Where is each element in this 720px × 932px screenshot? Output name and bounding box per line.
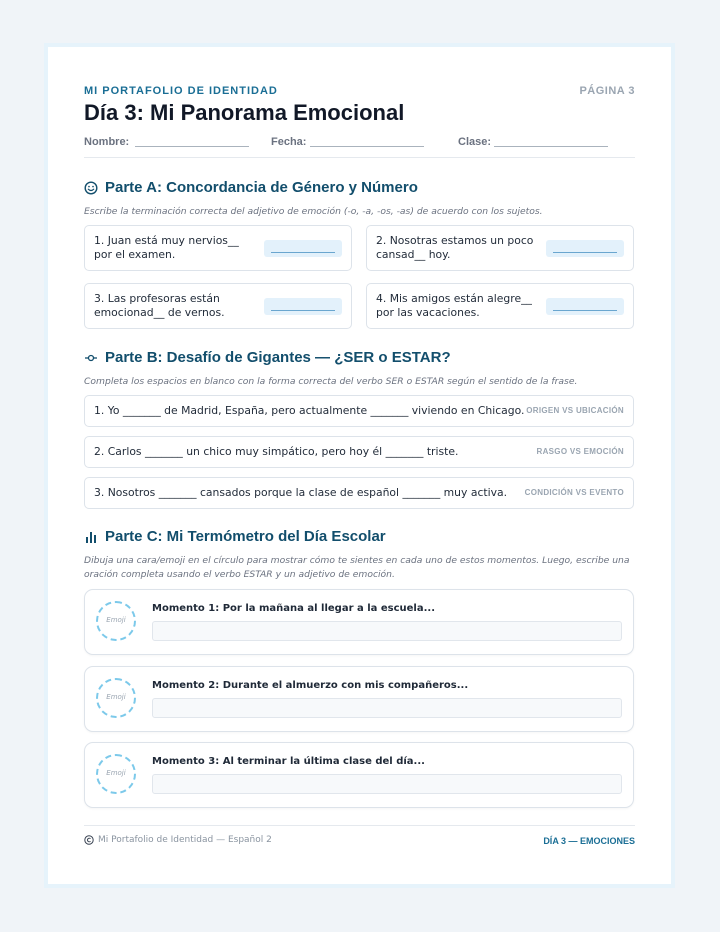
footer-left bbox=[84, 835, 272, 845]
part-a-instructions: Escribe la terminación correcta del adjetivo de emoción (-o, -a, -os, -as) de acuerdo con los sujetos. bbox=[84, 206, 543, 217]
name-field[interactable] bbox=[135, 146, 249, 147]
footer-left-text: Mi Portafolio de Identidad — Español 2 bbox=[98, 835, 272, 845]
part-a-title-text: Parte A: Concordancia de Género y Número bbox=[105, 179, 418, 196]
agreement-item-text: 2. Nosotras estamos un poco cansad__ hoy. bbox=[376, 234, 534, 261]
agreement-item-text: 1. Juan está muy nervios__ por el examen. bbox=[94, 234, 239, 261]
page-number: PÁGINA 3 bbox=[579, 85, 635, 97]
category-tag: RASGO VS EMOCIÓN bbox=[536, 447, 624, 456]
agreement-item-text: 4. Mis amigos están alegre__ por las vacaciones. bbox=[376, 292, 532, 319]
part-c-title-text: Parte C: Mi Termómetro del Día Escolar bbox=[105, 528, 386, 545]
emoji-circle[interactable] bbox=[96, 601, 136, 641]
ser-estar-sentence: 1. Yo _______ de Madrid, España, pero actualmente _______ viviendo en Chicago. bbox=[94, 404, 525, 417]
ser-estar-item bbox=[84, 436, 634, 468]
ser-estar-sentence: 2. Carlos _______ un chico muy simpático, pero hoy él _______ triste. bbox=[94, 445, 459, 458]
agreement-item bbox=[84, 225, 352, 271]
class-field[interactable] bbox=[494, 146, 608, 147]
part-a-title bbox=[84, 179, 418, 196]
category-tag: CONDICIÓN VS EVENTO bbox=[524, 488, 624, 497]
footer-divider bbox=[84, 825, 635, 826]
part-b-title bbox=[84, 349, 451, 366]
date-label: Fecha: bbox=[271, 136, 307, 148]
answer-blank[interactable] bbox=[264, 298, 342, 315]
copyright-icon bbox=[84, 835, 94, 845]
answer-blank[interactable] bbox=[546, 240, 624, 257]
agreement-item bbox=[84, 283, 352, 329]
emoji-label: Emoji bbox=[106, 769, 126, 777]
part-c-instructions: Dibuja una cara/emoji en el círculo para mostrar cómo te sientes en cada uno de estos momentos. Luego, escribe una oración completa usando el verbo ESTAR y un adjetivo de emoción. bbox=[84, 555, 630, 580]
moment-title: Momento 3: Al terminar la última clase del día... bbox=[152, 756, 425, 767]
answer-blank[interactable] bbox=[264, 240, 342, 257]
emoji-circle[interactable] bbox=[96, 678, 136, 718]
name-label: Nombre: bbox=[84, 136, 130, 148]
worksheet-page bbox=[48, 47, 671, 884]
moment-card bbox=[84, 742, 634, 808]
emoji-circle[interactable] bbox=[96, 754, 136, 794]
category-tag: ORIGEN VS UBICACIÓN bbox=[526, 406, 624, 415]
moment-card bbox=[84, 589, 634, 655]
part-b-instructions: Completa los espacios en blanco con la forma correcta del verbo SER o ESTAR según el sentido de la frase. bbox=[84, 376, 578, 387]
smiley-icon bbox=[84, 181, 98, 195]
bar-chart-icon bbox=[84, 530, 98, 544]
moment-title: Momento 2: Durante el almuerzo con mis compañeros... bbox=[152, 680, 469, 691]
student-info-row bbox=[84, 136, 635, 151]
page-title: Día 3: Mi Panorama Emocional bbox=[84, 100, 405, 125]
date-field[interactable] bbox=[310, 146, 424, 147]
footer-right: DÍA 3 — EMOCIONES bbox=[543, 836, 635, 846]
agreement-item-text: 3. Las profesoras están emocionad__ de vernos. bbox=[94, 292, 225, 319]
answer-blank[interactable] bbox=[546, 298, 624, 315]
moment-title: Momento 1: Por la mañana al llegar a la escuela... bbox=[152, 603, 436, 614]
ser-estar-item bbox=[84, 395, 634, 427]
portfolio-kicker: MI PORTAFOLIO DE IDENTIDAD bbox=[84, 85, 278, 97]
ser-estar-item bbox=[84, 477, 634, 509]
target-icon bbox=[84, 351, 98, 365]
sentence-input[interactable] bbox=[152, 774, 622, 794]
sentence-input[interactable] bbox=[152, 698, 622, 718]
agreement-item bbox=[366, 283, 634, 329]
sentence-input[interactable] bbox=[152, 621, 622, 641]
class-label: Clase: bbox=[458, 136, 492, 148]
header-divider bbox=[84, 157, 635, 158]
moment-card bbox=[84, 666, 634, 732]
emoji-label: Emoji bbox=[106, 693, 126, 701]
ser-estar-sentence: 3. Nosotros _______ cansados porque la clase de español _______ muy activa. bbox=[94, 486, 508, 499]
emoji-label: Emoji bbox=[106, 616, 126, 624]
agreement-item bbox=[366, 225, 634, 271]
part-b-title-text: Parte B: Desafío de Gigantes — ¿SER o ESTAR? bbox=[105, 349, 451, 366]
part-c-title bbox=[84, 528, 386, 545]
